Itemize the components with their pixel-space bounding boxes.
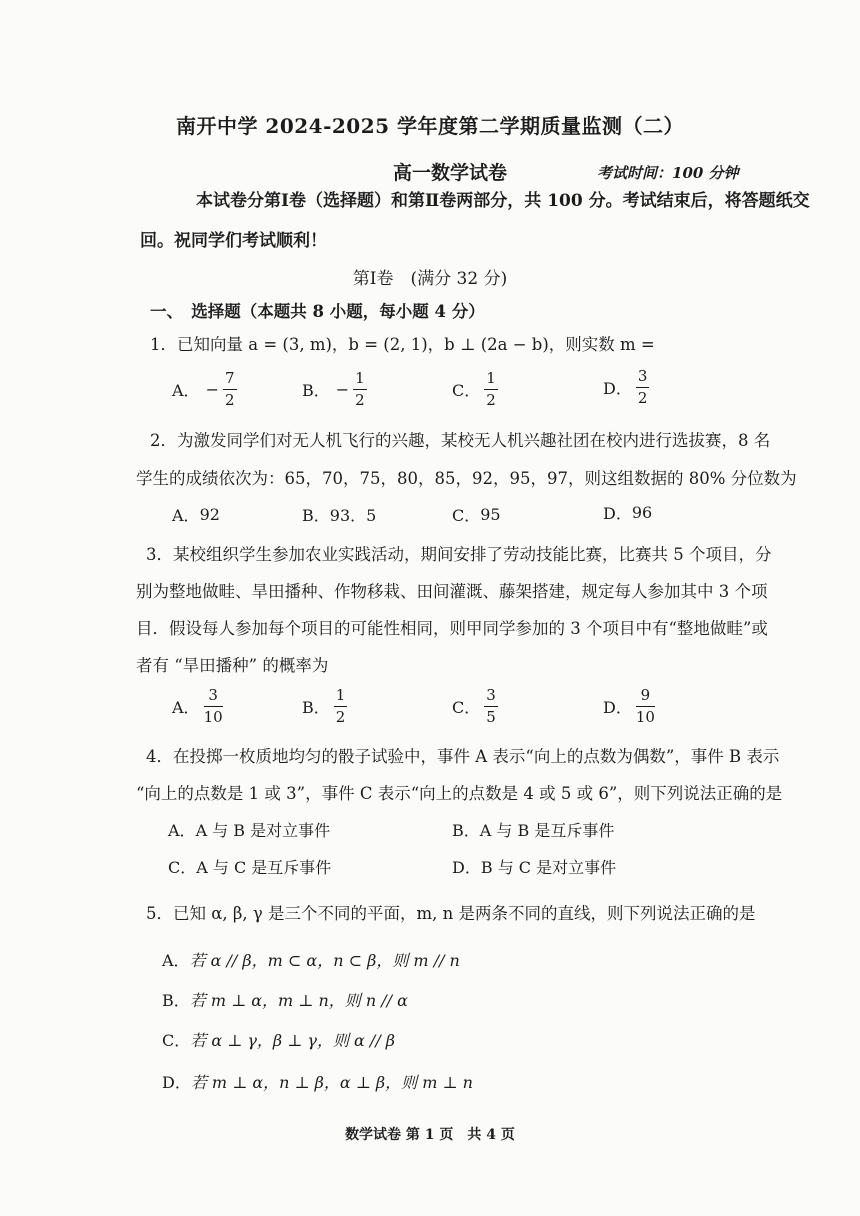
option-label: D．	[162, 1073, 191, 1092]
option-text: 92	[199, 505, 220, 524]
option-label: D．	[452, 858, 481, 877]
option-text: A 与 B 是对立事件	[195, 821, 331, 840]
option-label: C．	[452, 380, 481, 400]
page-footer: 数学试卷 第 1 页 共 4 页	[345, 1127, 515, 1143]
fraction	[334, 687, 348, 725]
q4-option-a	[168, 818, 330, 841]
q4-stem-line-1: 4．在投掷一枚质地均匀的骰子试验中，事件 A 表示“向上的点数为偶数”，事件 B 表示	[146, 747, 780, 766]
denominator: 10	[203, 707, 223, 726]
option-label: D．	[603, 378, 632, 398]
option-label: C．	[452, 506, 481, 525]
option-text: B 与 C 是对立事件	[480, 858, 617, 877]
q3-stem-line-2: 别为整地做畦、旱田播种、作物移栽、田间灌溉、藤架搭建，规定每人参加其中 3 个项	[136, 582, 768, 601]
option-label: A．	[162, 951, 190, 970]
q5-option-a	[162, 948, 460, 971]
numerator: 3	[208, 686, 218, 704]
option-label: C．	[452, 697, 481, 717]
denominator: 2	[637, 388, 648, 407]
q2-option-a	[172, 503, 220, 526]
exam-time: 考试时间：100 分钟	[597, 164, 739, 182]
numerator: 1	[486, 369, 496, 387]
option-label: B．	[302, 697, 330, 717]
part-heading: 一、 选择题（本题共 8 小题，每小题 4 分）	[150, 302, 485, 321]
option-label: D．	[603, 697, 632, 717]
option-text: 93．5	[329, 506, 377, 525]
section-title: 第Ⅰ卷 (满分 32 分)	[352, 269, 508, 289]
fraction	[484, 370, 498, 408]
denominator: 5	[486, 707, 496, 726]
intro-line-1: 本试卷分第Ⅰ卷（选择题）和第Ⅱ卷两部分，共 100 分。考试结束后，将答题纸交	[196, 191, 810, 211]
fraction	[636, 368, 650, 406]
denominator: 2	[355, 390, 365, 409]
q4-option-d	[452, 855, 616, 878]
q3-option-c	[452, 687, 498, 725]
q3-option-d	[603, 687, 655, 725]
option-text: 若 α ⊥ γ，β ⊥ γ，则 α // β	[190, 1031, 396, 1050]
numerator: 3	[486, 686, 496, 704]
option-label: A．	[172, 697, 200, 717]
fraction	[353, 370, 367, 408]
numerator: 1	[355, 369, 365, 387]
q5-option-d	[162, 1070, 473, 1093]
q4-option-c	[168, 855, 331, 878]
q1-option-d	[603, 368, 649, 406]
option-text: 96	[631, 503, 653, 522]
q3-option-a	[172, 687, 223, 725]
intro-line-2: 回。祝同学们考试顺利！	[140, 231, 327, 251]
q2-option-c	[452, 503, 501, 526]
q4-stem-line-2: “向上的点数是 1 或 3”，事件 C 表示“向上的点数是 4 或 5 或 6”，则下列说法正确的是	[136, 784, 783, 803]
option-label: B．	[162, 991, 190, 1010]
denominator: 2	[224, 390, 235, 409]
q4-option-b	[452, 818, 614, 841]
numerator: 3	[637, 367, 648, 385]
denominator: 2	[486, 390, 496, 409]
q3-stem-line-3: 目．假设每人参加每个项目的可能性相同，则甲同学参加的 3 个项目中有“整地做畦”或	[136, 619, 768, 638]
q1-option-a	[172, 370, 237, 408]
fraction	[204, 687, 223, 725]
option-label: B．	[302, 380, 330, 400]
numerator: 9	[640, 686, 651, 704]
q1-option-c	[452, 370, 498, 408]
q2-option-d	[603, 501, 652, 524]
fraction	[484, 687, 498, 725]
option-sign: −	[205, 379, 219, 399]
option-label: C．	[168, 858, 197, 877]
option-label: D．	[603, 504, 632, 523]
q5-stem: 5．已知 α, β, γ 是三个不同的平面，m, n 是两条不同的直线，则下列说法正确的是	[146, 904, 756, 923]
numerator: 1	[335, 686, 346, 704]
option-text: 若 m ⊥ α，n ⊥ β，α ⊥ β，则 m ⊥ n	[190, 1073, 473, 1092]
q1-option-b	[302, 370, 367, 408]
q3-stem-line-4: 者有 “旱田播种” 的概率为	[136, 656, 329, 675]
option-label: C．	[162, 1031, 191, 1050]
option-label: B．	[452, 821, 480, 840]
option-text: A 与 C 是互斥事件	[196, 858, 332, 877]
fraction	[636, 687, 655, 725]
option-label: B．	[302, 506, 330, 525]
option-text: 若 m ⊥ α，m ⊥ n，则 n // α	[189, 991, 408, 1010]
option-text: A 与 B 是互斥事件	[479, 821, 615, 840]
q3-option-b	[302, 687, 347, 725]
q2-stem-line-2: 学生的成绩依次为：65，70，75，80，85，92，95，97，则这组数据的 80% 分位数为	[136, 469, 797, 488]
option-label: A．	[172, 380, 200, 400]
q2-option-b	[302, 503, 376, 526]
q5-option-b	[162, 988, 408, 1011]
exam-subtitle: 高一数学试卷	[393, 162, 508, 184]
numerator: 7	[224, 369, 235, 387]
option-sign: −	[335, 379, 350, 399]
option-text: 若 α // β，m ⊂ α，n ⊂ β，则 m // n	[189, 951, 460, 970]
denominator: 2	[335, 707, 346, 726]
fraction	[223, 370, 237, 408]
exam-title: 南开中学 2024-2025 学年度第二学期质量监测（二）	[175, 114, 685, 138]
denominator: 10	[635, 707, 655, 726]
option-label: A．	[168, 821, 196, 840]
option-text: 95	[480, 505, 501, 524]
option-label: A．	[172, 506, 200, 525]
q5-option-c	[162, 1028, 395, 1051]
q1-stem: 1．已知向量 a = (3, m)，b = (2, 1)，b ⊥ (2a − b)，则实数 m =	[150, 335, 655, 354]
q3-stem-line-1: 3．某校组织学生参加农业实践活动，期间安排了劳动技能比赛，比赛共 5 个项目，分	[146, 545, 772, 564]
q2-stem-line-1: 2．为激发同学们对无人机飞行的兴趣，某校无人机兴趣社团在校内进行选拔赛，8 名	[150, 431, 771, 450]
